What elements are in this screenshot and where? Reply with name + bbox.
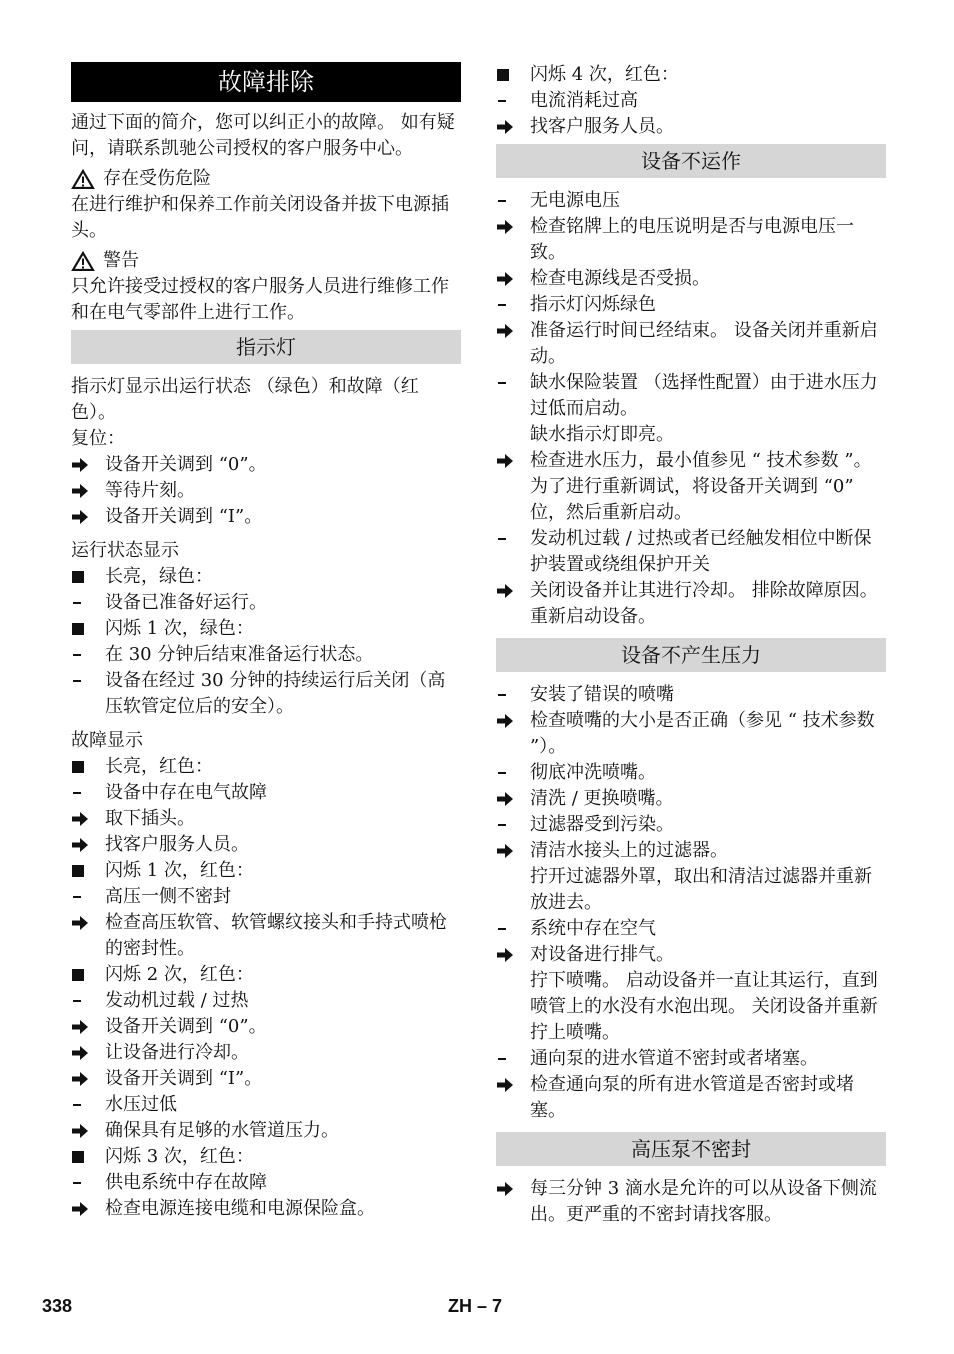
square-bullet-shape — [497, 69, 509, 81]
item-text: 闪烁 2 次，红色： — [105, 964, 254, 985]
status-item — [71, 858, 461, 884]
dash-bullet-shape — [73, 1000, 81, 1002]
action-item — [71, 1066, 461, 1092]
arrow-marker — [496, 266, 530, 292]
cause-item — [71, 884, 461, 910]
dash-bullet-icon — [71, 590, 105, 616]
arrow-marker — [71, 504, 105, 530]
action-item — [71, 478, 461, 504]
footer-language: ZH — [448, 1296, 472, 1316]
arrow-right-icon — [496, 119, 514, 135]
status-item — [496, 62, 886, 88]
item-text: 检查电源连接电缆和电源保险盒。 — [105, 1198, 375, 1219]
item-text: 等待片刻。 — [105, 480, 195, 501]
dash-bullet-icon — [71, 668, 105, 694]
arrow-right-icon — [496, 453, 514, 469]
danger-notice — [71, 166, 461, 192]
item-text: 设备在经过 30 分钟的持续运行后关闭（高压软管定位后的安全）。 — [105, 670, 446, 717]
cause-item — [71, 590, 461, 616]
reset-steps-list — [71, 452, 461, 530]
warning-triangle-icon — [71, 169, 95, 189]
left-column — [71, 62, 461, 1222]
continuation-text: 拧开过滤器外罩，取出和清洁过滤器并重新放进去。 — [530, 866, 872, 913]
cause-item — [496, 916, 886, 942]
arrow-marker — [71, 1196, 105, 1222]
cause-item — [71, 642, 461, 668]
right-top-items-list — [496, 62, 886, 140]
square-bullet-icon — [71, 962, 105, 988]
item-text: 高压一侧不密封 — [105, 886, 231, 907]
status-item — [71, 1144, 461, 1170]
reset-label: 复位： — [71, 428, 125, 449]
action-item — [71, 1040, 461, 1066]
arrow-right-icon — [496, 1181, 514, 1197]
arrow-right-icon — [71, 1045, 89, 1061]
item-text: 清洁水接头上的过滤器。 — [530, 840, 728, 861]
item-text: 指示灯闪烁绿色 — [530, 294, 656, 315]
item-text: 缺水保险装置 （选择性配置）由于进水压力过低而启动。 — [530, 372, 878, 419]
danger-text: 在进行维护和保养工作前关闭设备并拔下电源插头。 — [71, 194, 449, 241]
arrow-right-icon — [71, 837, 89, 853]
item-text: 在 30 分钟后结束准备运行状态。 — [105, 644, 374, 665]
item-text: 设备已准备好运行。 — [105, 592, 267, 613]
item-text: 对设备进行排气。 — [530, 944, 674, 965]
item-text: 水压过低 — [105, 1094, 177, 1115]
cause-item — [496, 1046, 886, 1072]
item-text: 闪烁 3 次，红色： — [105, 1146, 254, 1167]
square-bullet-shape — [72, 571, 84, 583]
arrow-marker — [496, 448, 530, 474]
item-text: 检查高压软管、软管螺纹接头和手持式喷枪的密封性。 — [105, 912, 447, 959]
item-text: 设备开关调到 “I”。 — [105, 506, 263, 527]
fault-label: 故障显示 — [71, 730, 143, 751]
dash-bullet-shape — [73, 792, 81, 794]
item-text: 检查喷嘴的大小是否正确（参见 “ 技术参数 ”）。 — [530, 710, 875, 757]
action-item — [71, 806, 461, 832]
dash-bullet-shape — [498, 694, 506, 696]
cause-item — [496, 292, 886, 318]
action-item — [496, 266, 886, 292]
cause-item — [496, 682, 886, 708]
arrow-marker — [71, 452, 105, 478]
arrow-right-icon — [71, 1071, 89, 1087]
arrow-right-icon — [71, 811, 89, 827]
arrow-marker — [496, 708, 530, 734]
item-text: 长亮，红色： — [105, 756, 213, 777]
pump-leak-items-list — [496, 1176, 886, 1228]
continuation-text: 为了进行重新调试，将设备开关调到 “0” 位，然后重新启动。 — [530, 476, 854, 523]
item-text: 通向泵的进水管道不密封或者堵塞。 — [530, 1048, 818, 1069]
dash-bullet-shape — [498, 304, 506, 306]
status-item — [71, 754, 461, 780]
action-item — [71, 1118, 461, 1144]
item-text: 设备中存在电气故障 — [105, 782, 267, 803]
item-text: 准备运行时间已经结束。 设备关闭并重新启动。 — [530, 320, 878, 367]
dash-bullet-shape — [73, 1182, 81, 1184]
action-item — [496, 448, 886, 474]
not-running-items-list — [496, 188, 886, 630]
item-text: 过滤器受到污染。 — [530, 814, 674, 835]
item-text: 彻底冲洗喷嘴。 — [530, 762, 656, 783]
cause-item — [496, 526, 886, 578]
action-item — [496, 214, 886, 266]
footer-section: – 7 — [477, 1296, 503, 1316]
arrow-marker — [71, 1066, 105, 1092]
item-text: 供电系统中存在故障 — [105, 1172, 267, 1193]
dash-bullet-icon — [496, 1046, 530, 1072]
arrow-marker — [71, 478, 105, 504]
section-heading-not-running: 设备不运作 — [496, 144, 886, 178]
arrow-right-icon — [496, 713, 514, 729]
dash-bullet-icon — [496, 188, 530, 214]
dash-bullet-shape — [498, 772, 506, 774]
action-item — [71, 832, 461, 858]
page-number: 338 — [42, 1296, 73, 1316]
dash-bullet-shape — [498, 200, 506, 202]
section-heading-indicator: 指示灯 — [71, 330, 461, 364]
action-item — [71, 1196, 461, 1222]
dash-bullet-icon — [71, 642, 105, 668]
section-heading-no-pressure: 设备不产生压力 — [496, 638, 886, 672]
cause-item — [71, 988, 461, 1014]
dash-bullet-icon — [71, 1170, 105, 1196]
arrow-right-icon — [71, 915, 89, 931]
page-title: 故障排除 — [71, 62, 461, 102]
dash-bullet-icon — [496, 526, 530, 552]
square-bullet-icon — [71, 858, 105, 884]
cause-item — [71, 1092, 461, 1118]
dash-bullet-shape — [498, 382, 506, 384]
arrow-marker — [71, 1118, 105, 1144]
continuation-text: 缺水指示灯即亮。 — [530, 424, 674, 445]
action-item — [496, 578, 886, 630]
item-text: 长亮，绿色： — [105, 566, 213, 587]
warning-notice — [71, 248, 461, 274]
arrow-right-icon — [71, 1123, 89, 1139]
indicator-description: 指示灯显示出运行状态 （绿色）和故障（红色）。 — [71, 376, 419, 423]
item-text: 找客户服务人员。 — [530, 116, 674, 137]
arrow-marker — [496, 942, 530, 968]
warning-text: 只允许接受过授权的客户服务人员进行维修工作和在电气零部件上进行工作。 — [71, 276, 449, 323]
square-bullet-shape — [72, 623, 84, 635]
dash-bullet-shape — [498, 100, 506, 102]
item-text: 闪烁 4 次，红色： — [530, 64, 679, 85]
item-text: 设备开关调到 “0”。 — [105, 454, 267, 475]
action-item — [71, 452, 461, 478]
item-text: 设备开关调到 “I”。 — [105, 1068, 263, 1089]
square-bullet-icon — [71, 1144, 105, 1170]
danger-label: 存在受伤危险 — [103, 168, 211, 189]
cause-item — [71, 1170, 461, 1196]
dash-bullet-shape — [498, 824, 506, 826]
arrow-marker — [71, 806, 105, 832]
dash-bullet-icon — [71, 884, 105, 910]
arrow-right-icon — [71, 1201, 89, 1217]
action-item — [71, 504, 461, 530]
arrow-right-icon — [71, 483, 89, 499]
item-text: 确保具有足够的水管道压力。 — [105, 1120, 339, 1141]
square-bullet-icon — [71, 754, 105, 780]
dash-bullet-shape — [73, 680, 81, 682]
cause-item — [496, 88, 886, 114]
dash-bullet-icon — [496, 292, 530, 318]
status-item — [71, 616, 461, 642]
dash-bullet-shape — [73, 1104, 81, 1106]
dash-bullet-shape — [498, 538, 506, 540]
dash-bullet-icon — [496, 760, 530, 786]
item-text: 发动机过载 / 过热或者已经触发相位中断保护装置或绕组保护开关 — [530, 528, 872, 575]
arrow-right-icon — [71, 457, 89, 473]
cause-item — [71, 668, 461, 720]
item-text: 清洗 / 更换喷嘴。 — [530, 788, 674, 809]
arrow-marker — [71, 1040, 105, 1066]
cause-item — [496, 370, 886, 422]
item-text: 闪烁 1 次，绿色： — [105, 618, 254, 639]
square-bullet-shape — [72, 865, 84, 877]
arrow-marker — [496, 1176, 530, 1202]
arrow-marker — [71, 832, 105, 858]
item-text: 检查电源线是否受损。 — [530, 268, 710, 289]
dash-bullet-shape — [73, 602, 81, 604]
status-label: 运行状态显示 — [71, 540, 179, 561]
status-item — [71, 962, 461, 988]
arrow-marker — [496, 318, 530, 344]
arrow-marker — [496, 578, 530, 604]
item-text: 让设备进行冷却。 — [105, 1042, 249, 1063]
dash-bullet-icon — [496, 682, 530, 708]
action-item — [71, 910, 461, 962]
arrow-right-icon — [496, 583, 514, 599]
item-text: 无电源电压 — [530, 190, 620, 211]
section-heading-pump-leak: 高压泵不密封 — [496, 1132, 886, 1166]
continuation-text: 拧下喷嘴。 启动设备并一直让其运行，直到喷管上的水没有水泡出现。 关闭设备并重新拧上喷嘴。 — [530, 970, 878, 1043]
dash-bullet-icon — [71, 1092, 105, 1118]
cause-item — [496, 760, 886, 786]
fault-items-list — [71, 754, 461, 1222]
arrow-right-icon — [496, 219, 514, 235]
dash-bullet-icon — [496, 916, 530, 942]
arrow-marker — [496, 838, 530, 864]
arrow-marker — [496, 786, 530, 812]
item-text: 找客户服务人员。 — [105, 834, 249, 855]
cause-item — [496, 812, 886, 838]
arrow-marker — [496, 214, 530, 240]
dash-bullet-icon — [496, 88, 530, 114]
dash-bullet-shape — [498, 928, 506, 930]
item-text: 发动机过载 / 过热 — [105, 990, 249, 1011]
arrow-marker — [496, 1072, 530, 1098]
cause-item — [71, 780, 461, 806]
action-item — [496, 942, 886, 968]
cause-item — [496, 188, 886, 214]
action-item — [496, 114, 886, 140]
action-item — [496, 708, 886, 760]
dash-bullet-icon — [71, 988, 105, 1014]
arrow-right-icon — [496, 323, 514, 339]
action-item — [496, 1176, 886, 1228]
item-text: 取下插头。 — [105, 808, 195, 829]
item-text: 检查进水压力，最小值参见 “ 技术参数 ”。 — [530, 450, 872, 471]
arrow-right-icon — [496, 843, 514, 859]
footer-language-section — [448, 1296, 502, 1317]
action-item — [496, 1072, 886, 1124]
no-pressure-items-list — [496, 682, 886, 1124]
warning-label: 警告 — [103, 250, 139, 271]
item-text: 设备开关调到 “0”。 — [105, 1016, 267, 1037]
dash-bullet-icon — [496, 812, 530, 838]
right-column — [496, 62, 886, 1228]
dash-bullet-shape — [73, 654, 81, 656]
square-bullet-icon — [71, 564, 105, 590]
dash-bullet-shape — [498, 1058, 506, 1060]
arrow-right-icon — [496, 791, 514, 807]
arrow-right-icon — [496, 271, 514, 287]
square-bullet-shape — [72, 969, 84, 981]
arrow-right-icon — [71, 509, 89, 525]
dash-bullet-shape — [73, 896, 81, 898]
intro-text: 通过下面的简介，您可以纠正小的故障。 如有疑问，请联系凯驰公司授权的客户服务中心。 — [71, 112, 455, 159]
item-text: 每三分钟 3 滴水是允许的可以从设备下侧流出。更严重的不密封请找客服。 — [530, 1178, 877, 1225]
action-item — [496, 786, 886, 812]
item-text: 电流消耗过高 — [530, 90, 638, 111]
dash-bullet-icon — [71, 780, 105, 806]
square-bullet-shape — [72, 761, 84, 773]
arrow-right-icon — [496, 947, 514, 963]
arrow-marker — [496, 114, 530, 140]
arrow-right-icon — [71, 1019, 89, 1035]
item-text: 检查通向泵的所有进水管道是否密封或堵塞。 — [530, 1074, 854, 1121]
arrow-marker — [71, 910, 105, 936]
square-bullet-shape — [72, 1151, 84, 1163]
warning-triangle-icon — [71, 251, 95, 271]
action-item — [71, 1014, 461, 1040]
dash-bullet-icon — [496, 370, 530, 396]
arrow-marker — [71, 1014, 105, 1040]
arrow-right-icon — [496, 1077, 514, 1093]
status-items-list — [71, 564, 461, 720]
item-text: 系统中存在空气 — [530, 918, 656, 939]
status-item — [71, 564, 461, 590]
item-text: 检查铭牌上的电压说明是否与电源电压一致。 — [530, 216, 854, 263]
item-text: 安装了错误的喷嘴 — [530, 684, 674, 705]
action-item — [496, 838, 886, 864]
square-bullet-icon — [496, 62, 530, 88]
item-text: 闪烁 1 次，红色： — [105, 860, 254, 881]
item-text: 关闭设备并让其进行冷却。 排除故障原因。 重新启动设备。 — [530, 580, 878, 627]
square-bullet-icon — [71, 616, 105, 642]
action-item — [496, 318, 886, 370]
